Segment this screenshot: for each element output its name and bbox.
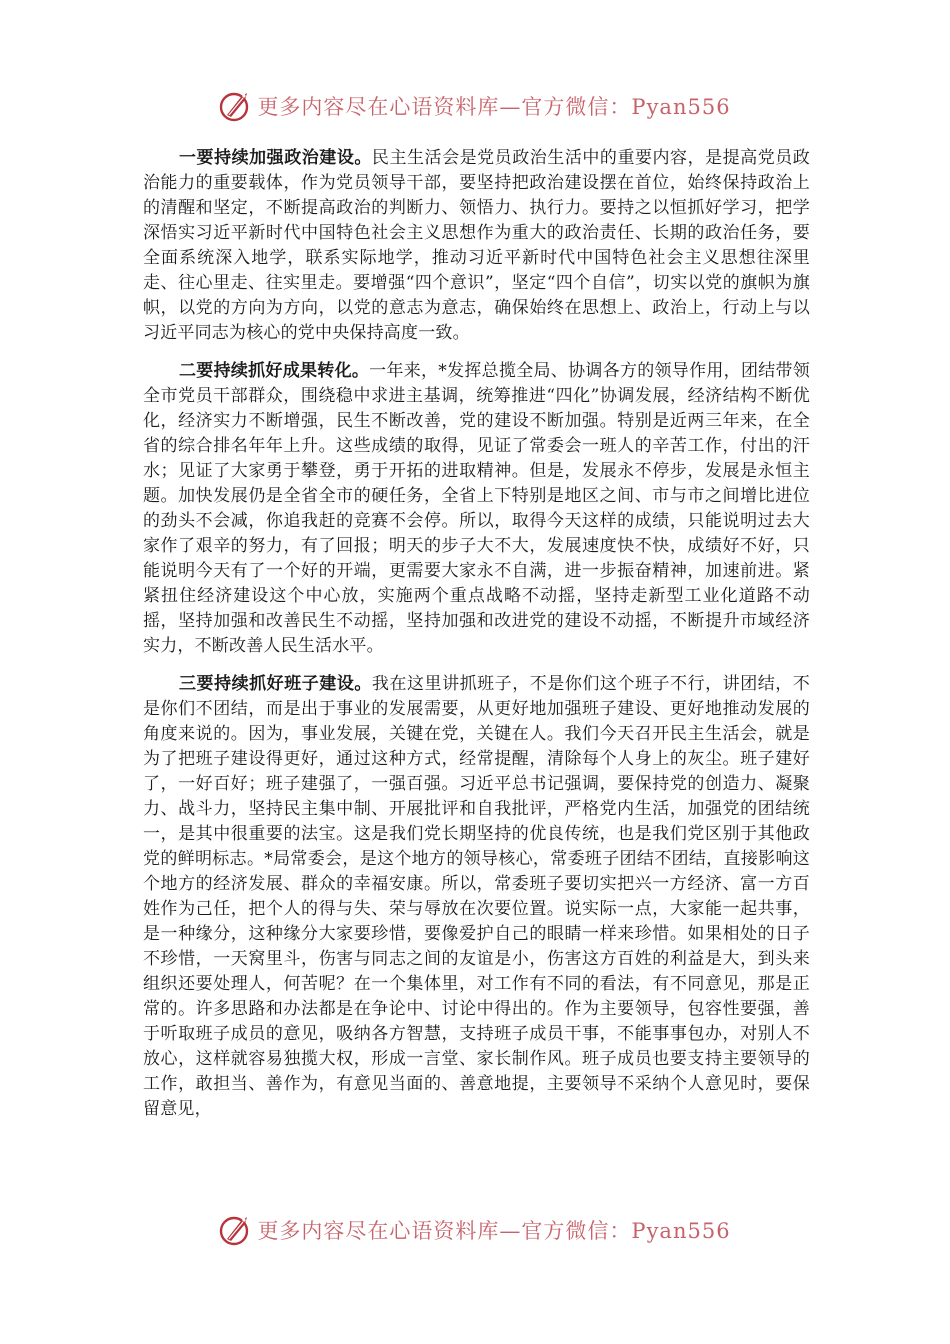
pen-nib-logo-icon (219, 1213, 253, 1247)
footer-banner-text: 更多内容尽在心语资料库—官方微信：Pyan556 (257, 1219, 731, 1243)
paragraph-1-heading: 一要持续加强政治建设。 (179, 148, 372, 168)
paragraph-2-text: 一年来，*发挥总揽全局、协调各方的领导作用，团结带领全市党员干部群众，围绕稳中求进主基调，统筹推进“四化”协调发展，经济结构不断优化，经济实力不断增强，民生不断改善，党的建设不断加强。特别是近两三年来，在全省的综合排名年年上升。这些成绩的取得，见证了常委会一班人的辛苦工作，付出的汗水；见证了大家勇于攀登，勇于开拓的进取精神。但是，发展永不停步，发展是永恒主题。加快发展仍是全省全市的硬任务，全省上下特别是地区之间、市与市之间增比进位的劲头不会减，你追我赶的竞赛不会停。所以，取得今天这样的成绩，只能说明过去大家作了艰辛的努力，有了回报；明天的步子大不大，发展速度快不快，成绩好不好，只能说明今天有了一个好的开端，更需要大家永不自满，进一步振奋精神，加速前进。紧紧扭住经济建设这个中心放，实施两个重点战略不动摇，坚持走新型工业化道路不动摇，坚持加强和改善民生不动摇，坚持加强和改进党的建设不动摇，不断提升市域经济实力，不断改善人民生活水平。 (143, 361, 811, 656)
document-body (143, 146, 810, 1135)
paragraph-2 (143, 359, 810, 659)
paragraph-2-heading: 二要持续抓好成果转化。 (179, 361, 370, 381)
paragraph-3-heading: 三要持续抓好班子建设。 (179, 674, 372, 694)
footer-banner (0, 1210, 950, 1250)
paragraph-1 (143, 146, 810, 346)
paragraph-3 (143, 672, 810, 1122)
header-banner-text: 更多内容尽在心语资料库—官方微信：Pyan556 (257, 95, 731, 119)
header-banner (0, 86, 950, 126)
paragraph-3-text: 我在这里讲抓班子，不是你们这个班子不行，讲团结，不是你们不团结，而是出于事业的发展需要，从更好地加强班子建设、更好地推动发展的角度来说的。因为，事业发展，关键在党，关键在人。我们今天召开民主生活会，就是为了把班子建设得更好，通过这种方式，经常提醒，清除每个人身上的灰尘。班子建好了，一好百好；班子建强了，一强百强。习近平总书记强调，要保持党的创造力、凝聚力、战斗力，坚持民主集中制、开展批评和自我批评，严格党内生活，加强党的团结统一，是其中很重要的法宝。这是我们党长期坚持的优良传统，也是我们党区别于其他政党的鲜明标志。*局常委会，是这个地方的领导核心，常委班子团结不团结，直接影响这个地方的经济发展、群众的幸福安康。所以，常委班子要切实把兴一方经济、富一方百姓作为己任，把个人的得与失、荣与辱放在次要位置。说实际一点，大家能一起共事，是一种缘分，这种缘分大家要珍惜，要像爱护自己的眼睛一样来珍惜。如果相处的日子不珍惜，一天窝里斗，伤害与同志之间的友谊是小，伤害这方百姓的利益是大，到头来组织还要处理人，何苦呢？在一个集体里，对工作有不同的看法，有不同意见，那是正常的。许多思路和办法都是在争论中、讨论中得出的。作为主要领导，包容性要强，善于听取班子成员的意见，吸纳各方智慧，支持班子成员干事，不能事事包办，对别人不放心，这样就容易独揽大权，形成一言堂、家长制作风。班子成员也要支持主要领导的工作，敢担当、善作为，有意见当面的、善意地提，主要领导不采纳个人意见时，要保留意见， (143, 674, 811, 1119)
paragraph-1-text: 民主生活会是党员政治生活中的重要内容，是提高党员政治能力的重要载体，作为党员领导干部，要坚持把政治建设摆在首位，始终保持政治上的清醒和坚定，不断提高政治的判断力、领悟力、执行力。要持之以恒抓好学习，把学深悟实习近平新时代中国特色社会主义思想作为重大的政治责任、长期的政治任务，要全面系统深入地学，联系实际地学，推动习近平新时代中国特色社会主义思想往深里走、往心里走、往实里走。要增强“四个意识”，坚定“四个自信”，切实以党的旗帜为旗帜，以党的方向为方向，以党的意志为意志，确保始终在思想上、政治上，行动上与以习近平同志为核心的党中央保持高度一致。 (143, 148, 811, 343)
pen-nib-logo-icon (219, 89, 253, 123)
